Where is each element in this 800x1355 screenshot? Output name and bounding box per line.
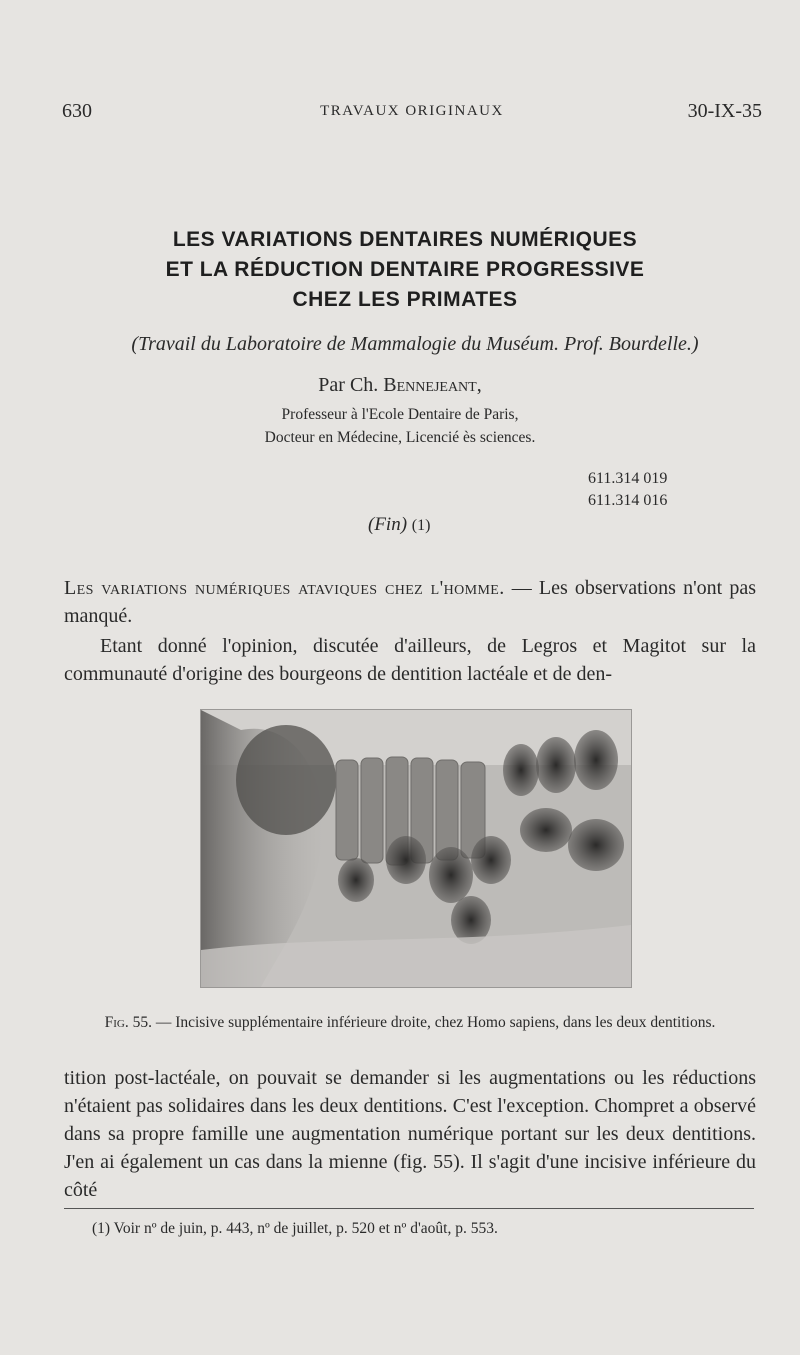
article-title bbox=[90, 225, 720, 315]
affiliation-1: Professeur à l'Ecole Dentaire de Paris, bbox=[281, 406, 519, 423]
fin-label: (Fin) bbox=[368, 514, 408, 535]
running-title: TRAVAUX ORIGINAUX bbox=[320, 103, 504, 119]
title-line-1: LES VARIATIONS DENTAIRES NUMÉRIQUES bbox=[172, 228, 638, 251]
paragraph-3: tition post-lactéale, on pouvait se demander si les augmentations ou les réductions n'étaient pas solidaires dans les deux dentitions. C'est l'exception. Chompret a observé dans sa propre famille une augmentation numérique portant sur les deux dentitions. J'en ai également un cas dans la mienne (fig. 55). Il s'agit d'une incisive inférieure du côté bbox=[64, 1067, 756, 1201]
classification-code: 611.314 016 bbox=[588, 492, 668, 509]
author-prefix: Par Ch. bbox=[318, 374, 384, 396]
figure-55-photo bbox=[200, 709, 632, 988]
title-line-2: ET LA RÉDUCTION DENTAIRE PROGRESSIVE bbox=[165, 258, 645, 281]
figure-caption-text: — Incisive supplémentaire inférieure droite, chez Homo sapiens, dans les deux dentitions. bbox=[151, 1014, 716, 1031]
fin-note-ref: (1) bbox=[411, 517, 431, 534]
section-heading: Les variations numériques ataviques chez l'homme. bbox=[64, 577, 505, 599]
figure-caption bbox=[64, 1013, 756, 1032]
fin-marker bbox=[368, 514, 430, 536]
issue-date: 30-IX-35 bbox=[687, 100, 762, 122]
affiliation-2: Docteur en Médecine, Licencié ès sciences. bbox=[264, 429, 536, 446]
footnote-divider bbox=[64, 1208, 754, 1209]
paragraph-2: Etant donné l'opinion, discutée d'ailleurs, de Legros et Magitot sur la communauté d'origine des bourgeons de dentition lactéale et de den- bbox=[64, 635, 756, 685]
title-line-3: CHEZ LES PRIMATES bbox=[292, 288, 518, 311]
paragraph-1 bbox=[64, 574, 756, 630]
author-line bbox=[0, 374, 800, 397]
classification-code: 611.314 019 bbox=[588, 470, 668, 487]
page-number: 630 bbox=[62, 100, 92, 122]
footnote: (1) Voir nº de juin, p. 443, nº de juillet, p. 520 et nº d'août, p. 553. bbox=[92, 1220, 498, 1237]
running-head bbox=[62, 100, 762, 124]
classification-codes bbox=[588, 468, 667, 512]
author-name: Bennejeant, bbox=[383, 374, 482, 396]
dental-radiograph-image bbox=[201, 710, 631, 987]
article-subtitle: (Travail du Laboratoire de Mammalogie du Muséum. Prof. Bourdelle.) bbox=[131, 333, 699, 355]
paragraph-1-text: — Les observations n'ont pas manqué. bbox=[64, 577, 756, 627]
figure-label: Fig. 55. bbox=[104, 1014, 152, 1031]
